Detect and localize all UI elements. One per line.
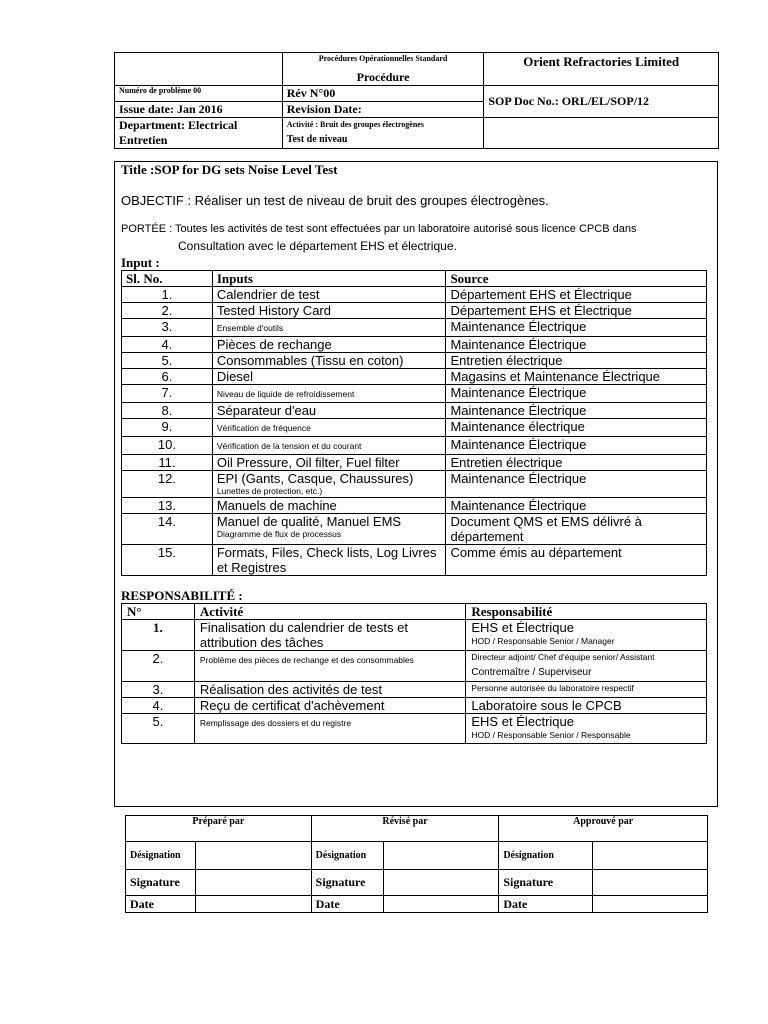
problem-number: Numéro de problème 00 <box>115 86 283 102</box>
signature-field-prepared <box>195 870 311 896</box>
signature-field-reviewed <box>383 870 499 896</box>
activity-label: Activité : Bruit des groupes électrogènes <box>286 120 424 129</box>
input-cell <box>212 498 446 514</box>
prepared-by: Préparé par <box>126 816 312 842</box>
signature-label: Signature <box>499 870 593 896</box>
table-row <box>122 369 707 385</box>
input-name: Formats, Files, Check lists, Log Livres et Registres <box>216 545 437 575</box>
input-subtext: Diagramme de flux de processus <box>216 529 342 539</box>
activity-text: Reçu de certificat d'achèvement <box>199 698 385 713</box>
col-header-inputs: Inputs <box>212 271 446 287</box>
table-row <box>122 419 707 437</box>
activity-text: Finalisation du calendrier de tests et attribution des tâches <box>199 620 408 650</box>
responsibility-text: EHS et Électrique <box>471 714 574 729</box>
input-name: Pièces de rechange <box>216 337 332 352</box>
activity-text: Réalisation des activités de test <box>199 682 382 697</box>
responsibility-small-text: HOD / Responsable Senior / Responsable <box>471 730 631 740</box>
row-number: 6. <box>122 369 213 385</box>
input-name: Manuel de qualité, Manuel EMS <box>216 514 402 529</box>
activity-name: Test de niveau <box>286 134 348 145</box>
table-row <box>122 651 707 682</box>
header-table <box>114 52 719 149</box>
table-row <box>122 455 707 471</box>
input-name: Manuels de machine <box>216 498 337 513</box>
row-number: 4. <box>122 698 195 714</box>
input-cell <box>212 337 446 353</box>
input-cell <box>212 319 446 337</box>
responsibility-text: EHS et Électrique <box>471 620 574 635</box>
col-header-sl-no: Sl. No. <box>122 271 213 287</box>
responsibility-cell <box>466 714 707 744</box>
row-number: 3. <box>122 319 213 337</box>
responsibility-text: Laboratoire sous le CPCB <box>471 698 622 713</box>
input-name: Oil Pressure, Oil filter, Fuel filter <box>216 455 400 470</box>
input-cell <box>212 471 446 498</box>
header-blank-cell <box>115 53 283 86</box>
source-cell: Maintenance Électrique <box>446 319 707 337</box>
source-cell: Entretien électrique <box>446 353 707 369</box>
table-row <box>122 498 707 514</box>
company-cell <box>484 53 719 86</box>
source-cell: Département EHS et Électrique <box>446 287 707 303</box>
activity-cell <box>194 620 466 651</box>
source-cell: Magasins et Maintenance Électrique <box>446 369 707 385</box>
row-number: 3. <box>122 682 195 698</box>
row-number: 5. <box>122 353 213 369</box>
portee-line-2: Consultation avec le département EHS et électrique. <box>178 239 457 253</box>
input-cell <box>212 353 446 369</box>
department: Department: Electrical Entretien <box>115 118 283 149</box>
issue-date: Issue date: Jan 2016 <box>115 102 283 118</box>
responsabilite-heading: RESPONSABILITÉ : <box>121 588 243 603</box>
input-subtext: Lunettes de protection, etc.) <box>216 486 323 496</box>
responsibility-cell <box>466 682 707 698</box>
activity-cell <box>194 682 466 698</box>
row-number: 10. <box>122 437 213 455</box>
table-row <box>122 287 707 303</box>
activity-cell <box>282 118 484 149</box>
source-cell: Maintenance électrique <box>446 419 707 437</box>
row-number: 11. <box>122 455 213 471</box>
signature-label: Signature <box>126 870 196 896</box>
table-row <box>122 620 707 651</box>
responsibility-small-text: HOD / Responsable Senior / Manager <box>471 636 615 646</box>
table-row <box>122 353 707 369</box>
approved-by: Approuvé par <box>499 816 708 842</box>
col-header-no: N° <box>122 604 195 620</box>
sop-label: Procédures Opérationnelles Standard <box>318 54 448 63</box>
table-row <box>122 682 707 698</box>
objectif-text: OBJECTIF : Réaliser un test de niveau de bruit des groupes électrogènes. <box>121 193 549 208</box>
input-cell <box>212 287 446 303</box>
reviewed-by: Révisé par <box>311 816 499 842</box>
input-cell <box>212 369 446 385</box>
table-row <box>122 471 707 498</box>
input-cell <box>212 303 446 319</box>
designation-field-approved <box>593 842 708 870</box>
row-number: 15. <box>122 545 213 576</box>
date-label: Date <box>311 896 383 913</box>
sop-doc-number: SOP Doc No.: ORL/EL/SOP/12 <box>484 86 719 118</box>
input-subtext: Niveau de liquide de refroidissement <box>216 389 355 399</box>
signature-field-approved <box>593 870 708 896</box>
date-field-approved <box>593 896 708 913</box>
signature-label: Signature <box>311 870 383 896</box>
input-cell <box>212 403 446 419</box>
designation-label: Désignation <box>499 842 593 870</box>
source-cell: Document QMS et EMS délivré à département <box>446 514 707 545</box>
row-number: 13. <box>122 498 213 514</box>
input-subtext: Vérification de la tension et du courant <box>216 441 362 451</box>
row-number: 9. <box>122 419 213 437</box>
input-subtext: Vérification de fréquence <box>216 423 311 433</box>
designation-field-prepared <box>195 842 311 870</box>
row-number: 8. <box>122 403 213 419</box>
table-row <box>122 437 707 455</box>
source-cell: Entretien électrique <box>446 455 707 471</box>
source-cell: Maintenance Électrique <box>446 471 707 498</box>
input-name: Diesel <box>216 369 253 384</box>
row-number: 4. <box>122 337 213 353</box>
col-header-responsabilite: Responsabilité <box>466 604 707 620</box>
source-cell: Maintenance Électrique <box>446 337 707 353</box>
activity-cell <box>194 651 466 682</box>
input-cell <box>212 455 446 471</box>
table-row <box>122 319 707 337</box>
table-row <box>122 403 707 419</box>
row-number: 7. <box>122 385 213 403</box>
col-header-source: Source <box>446 271 707 287</box>
row-number: 2. <box>122 303 213 319</box>
table-row <box>122 698 707 714</box>
row-number: 1. <box>122 620 195 651</box>
activity-cell <box>194 714 466 744</box>
designation-field-reviewed <box>383 842 499 870</box>
source-cell: Département EHS et Électrique <box>446 303 707 319</box>
document-title: Title :SOP for DG sets Noise Level Test <box>121 162 338 177</box>
table-row <box>122 514 707 545</box>
responsibility-cell <box>466 620 707 651</box>
date-label: Date <box>499 896 593 913</box>
row-number: 1. <box>122 287 213 303</box>
table-row <box>122 545 707 576</box>
date-field-reviewed <box>383 896 499 913</box>
revision-number: Rév N°00 <box>282 86 484 102</box>
table-row <box>122 303 707 319</box>
input-name: EPI (Gants, Casque, Chaussures) <box>216 471 414 486</box>
table-row <box>122 337 707 353</box>
responsibility-table <box>121 603 707 744</box>
responsibility-small-text-2: Contremaître / Superviseur <box>471 667 592 678</box>
input-cell <box>212 545 446 576</box>
col-header-activite: Activité <box>194 604 466 620</box>
procedure-label: Procédure <box>356 70 410 84</box>
input-name: Séparateur d'eau <box>216 403 317 418</box>
designation-label: Désignation <box>126 842 196 870</box>
source-cell: Maintenance Électrique <box>446 437 707 455</box>
company-name: Orient Refractories Limited <box>523 54 680 69</box>
input-cell <box>212 514 446 545</box>
activity-cell <box>194 698 466 714</box>
row-number: 12. <box>122 471 213 498</box>
header-empty-cell <box>484 118 719 149</box>
designation-label: Désignation <box>311 842 383 870</box>
input-name: Tested History Card <box>216 303 331 318</box>
input-subtext: Ensemble d'outils <box>216 323 284 333</box>
activity-small-text: Problème des pièces de rechange et des consommables <box>199 655 414 665</box>
input-cell <box>212 419 446 437</box>
responsibility-cell <box>466 651 707 682</box>
input-cell <box>212 385 446 403</box>
input-heading: Input : <box>121 255 160 270</box>
date-field-prepared <box>195 896 311 913</box>
source-cell: Maintenance Électrique <box>446 498 707 514</box>
date-label: Date <box>126 896 196 913</box>
signature-table <box>125 815 708 913</box>
input-name: Consommables (Tissu en coton) <box>216 353 404 368</box>
revision-date: Revision Date: <box>282 102 484 118</box>
source-cell: Comme émis au département <box>446 545 707 576</box>
responsibility-small-text: Personne autorisée du laboratoire respectif <box>471 683 634 693</box>
input-name: Calendrier de test <box>216 287 320 302</box>
activity-small-text: Remplissage des dossiers et du registre <box>199 718 352 728</box>
row-number: 5. <box>122 714 195 744</box>
header-procedure-cell <box>282 53 484 86</box>
row-number: 2. <box>122 651 195 682</box>
responsibility-cell <box>466 698 707 714</box>
table-row <box>122 714 707 744</box>
row-number: 14. <box>122 514 213 545</box>
source-cell: Maintenance Électrique <box>446 403 707 419</box>
inputs-table <box>121 270 707 576</box>
input-cell <box>212 437 446 455</box>
portee-line-1: PORTÉE : Toutes les activités de test sont effectuées par un laboratoire autorisé sous licence CPCB dans <box>121 223 637 235</box>
responsibility-small-text: Directeur adjoint/ Chef d'équipe senior/ Assistant <box>471 652 655 662</box>
table-row <box>122 385 707 403</box>
source-cell: Maintenance Électrique <box>446 385 707 403</box>
